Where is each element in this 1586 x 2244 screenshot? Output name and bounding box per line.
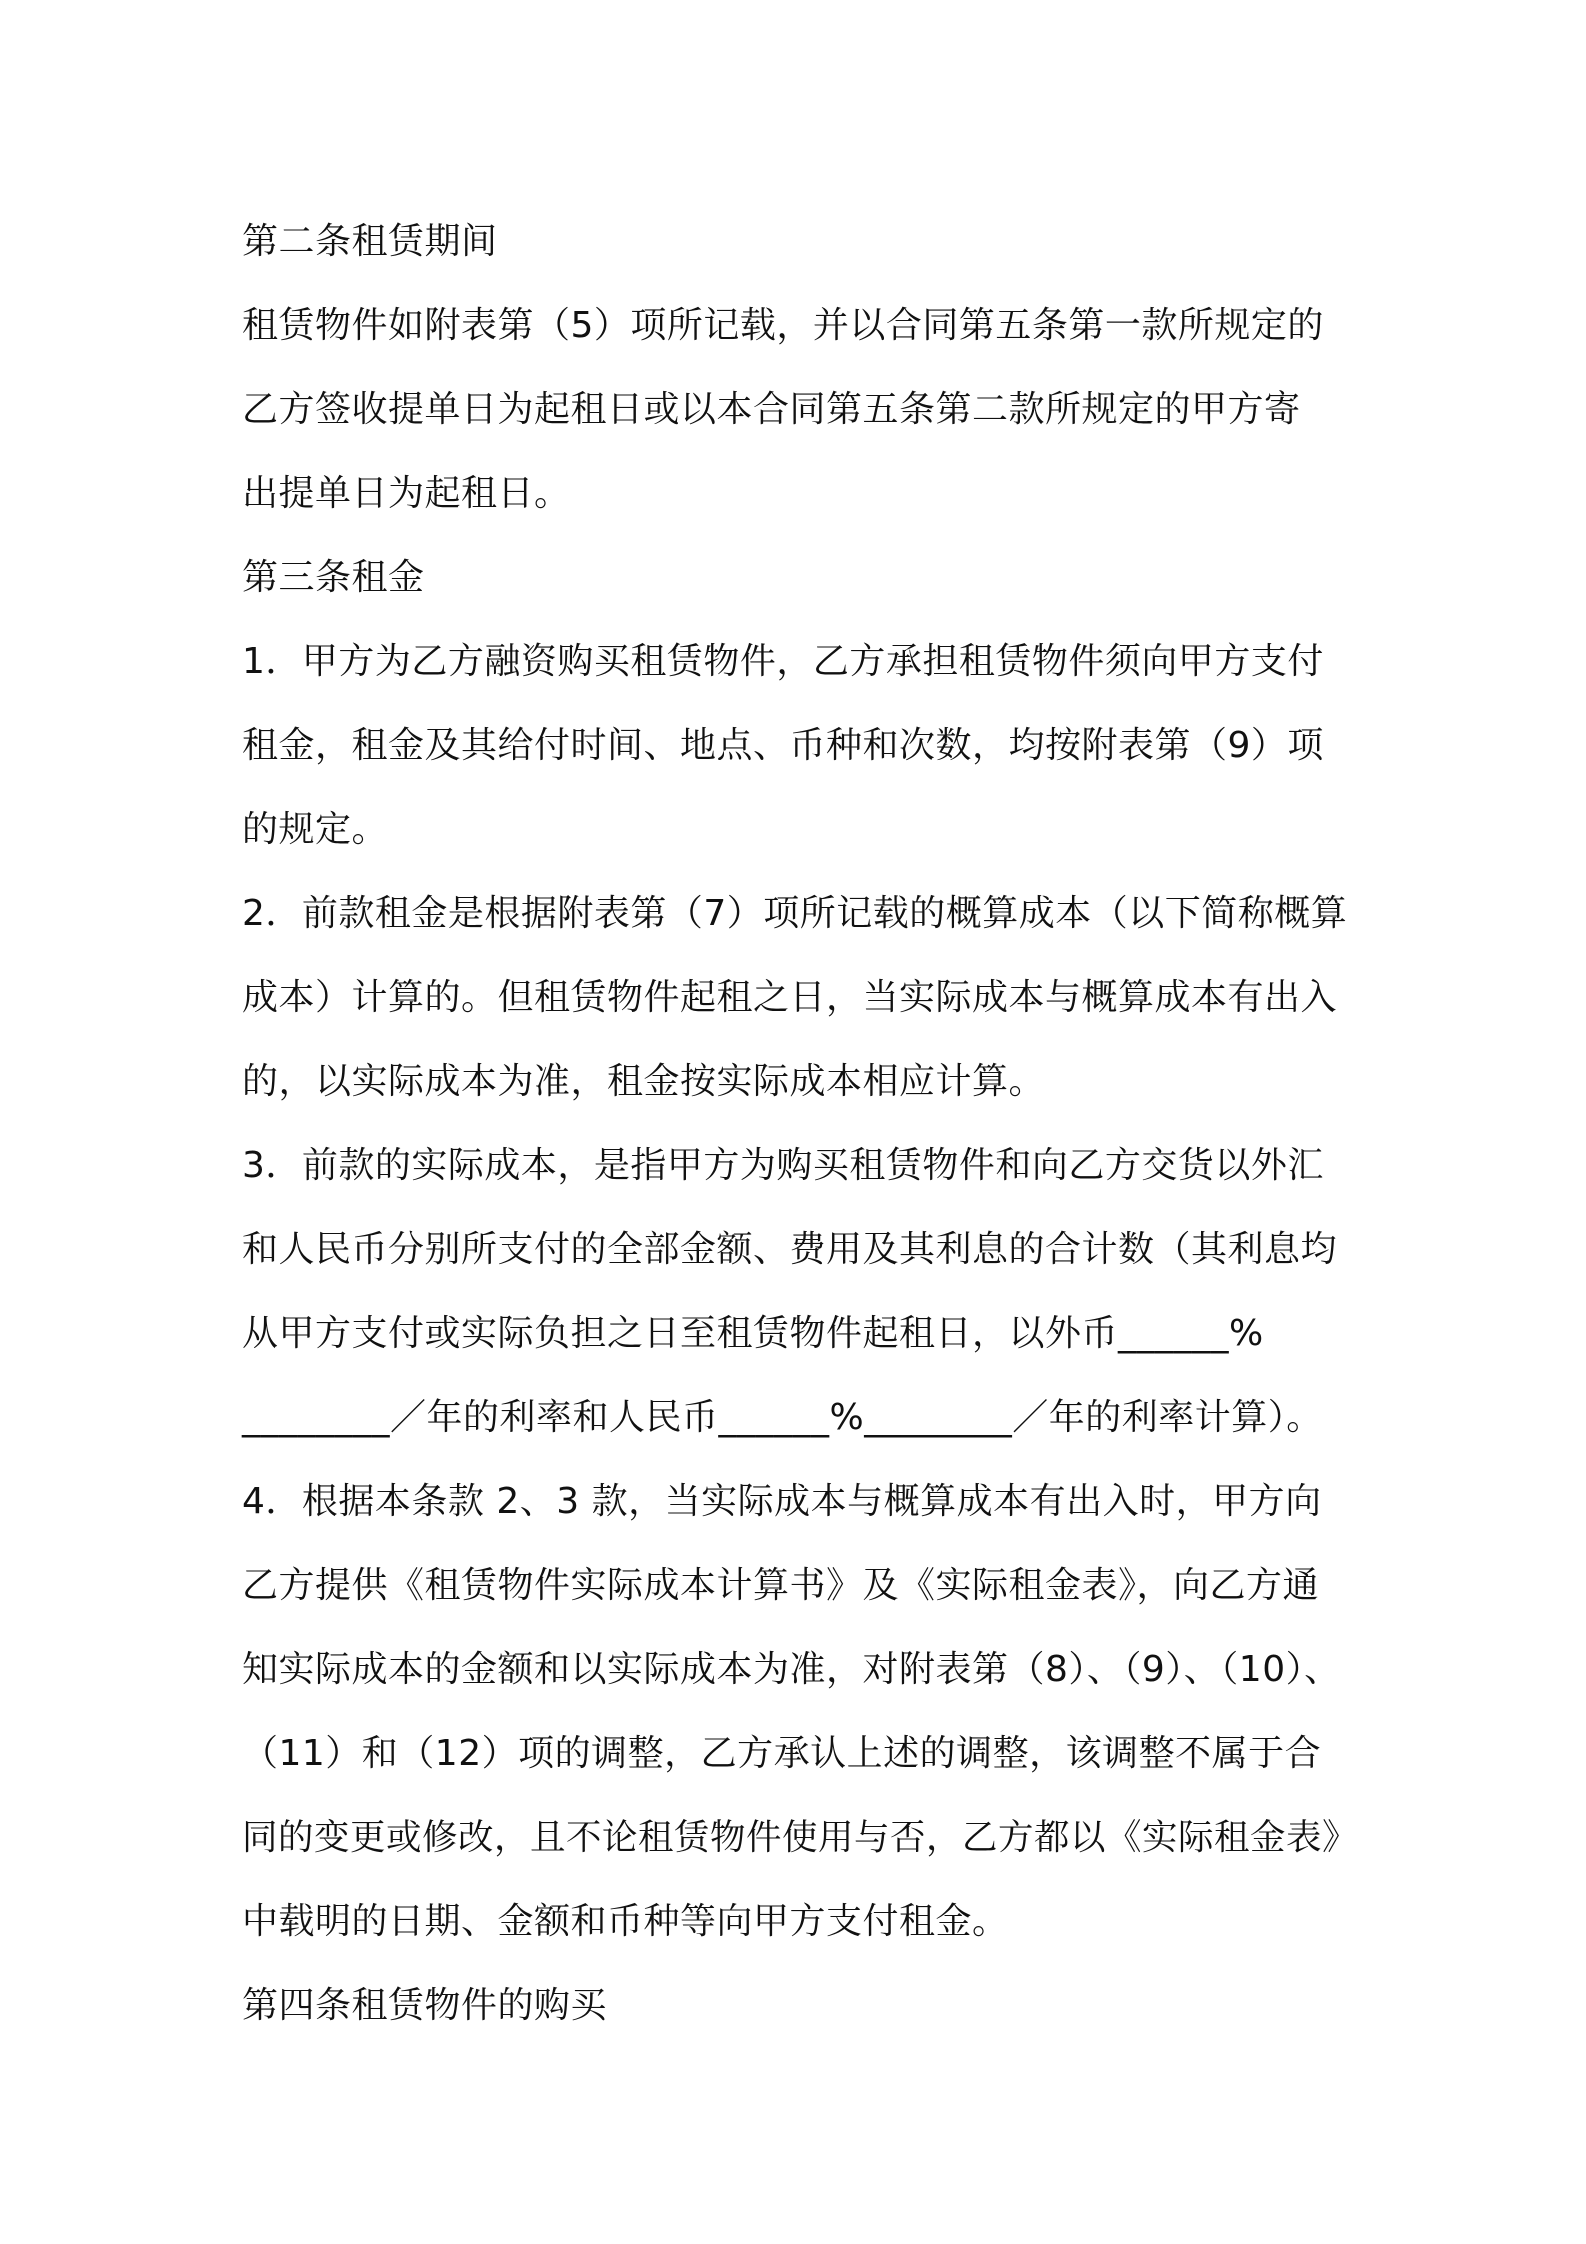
paragraph-line: 出提单日为起租日。 bbox=[242, 473, 571, 514]
paragraph-line: 同的变更或修改，且不论租赁物件使用与否，乙方都以《实际租金表》 bbox=[242, 1817, 1359, 1858]
paragraph-line: 1．甲方为乙方融资购买租赁物件，乙方承担租赁物件须向甲方支付 bbox=[242, 641, 1324, 682]
paragraph-line: 3．前款的实际成本，是指甲方为购买租赁物件和向乙方交货以外汇 bbox=[242, 1145, 1324, 1186]
paragraph-line: 2．前款租金是根据附表第（7）项所记载的概算成本（以下简称概算 bbox=[242, 893, 1348, 934]
paragraph-line: 成本）计算的。但租赁物件起租之日，当实际成本与概算成本有出入 bbox=[242, 977, 1338, 1018]
article-2-heading: 第二条租赁期间 bbox=[242, 221, 498, 262]
paragraph-line: 和人民币分别所支付的全部金额、费用及其利息的合计数（其利息均 bbox=[242, 1229, 1338, 1270]
paragraph-line: 租金，租金及其给付时间、地点、币种和次数，均按附表第（9）项 bbox=[242, 725, 1324, 766]
article-4-heading: 第四条租赁物件的购买 bbox=[242, 1985, 608, 2026]
paragraph-line: （11）和（12）项的调整，乙方承认上述的调整，该调整不属于合 bbox=[242, 1733, 1322, 1774]
paragraph-line: 中载明的日期、金额和币种等向甲方支付租金。 bbox=[242, 1901, 1009, 1942]
paragraph-line: 乙方签收提单日为起租日或以本合同第五条第二款所规定的甲方寄 bbox=[242, 389, 1301, 430]
paragraph-line: 租赁物件如附表第（5）项所记载，并以合同第五条第一款所规定的 bbox=[242, 305, 1324, 346]
document-body bbox=[242, 200, 1362, 2048]
paragraph-line: 的，以实际成本为准，租金按实际成本相应计算。 bbox=[242, 1061, 1046, 1102]
paragraph-line: ________／年的利率和人民币______%________／年的利率计算）。 bbox=[242, 1397, 1323, 1438]
paragraph-line: 知实际成本的金额和以实际成本为准，对附表第（8）、（9）、（10）、 bbox=[242, 1649, 1341, 1690]
paragraph-line: 4．根据本条款 2、3 款，当实际成本与概算成本有出入时，甲方向 bbox=[242, 1481, 1322, 1522]
article-3-heading: 第三条租金 bbox=[242, 557, 425, 598]
paragraph-line: 的规定。 bbox=[242, 809, 389, 850]
paragraph-line: 从甲方支付或实际负担之日至租赁物件起租日，以外币______% bbox=[242, 1313, 1264, 1354]
paragraph-line: 乙方提供《租赁物件实际成本计算书》及《实际租金表》，向乙方通 bbox=[242, 1565, 1320, 1606]
